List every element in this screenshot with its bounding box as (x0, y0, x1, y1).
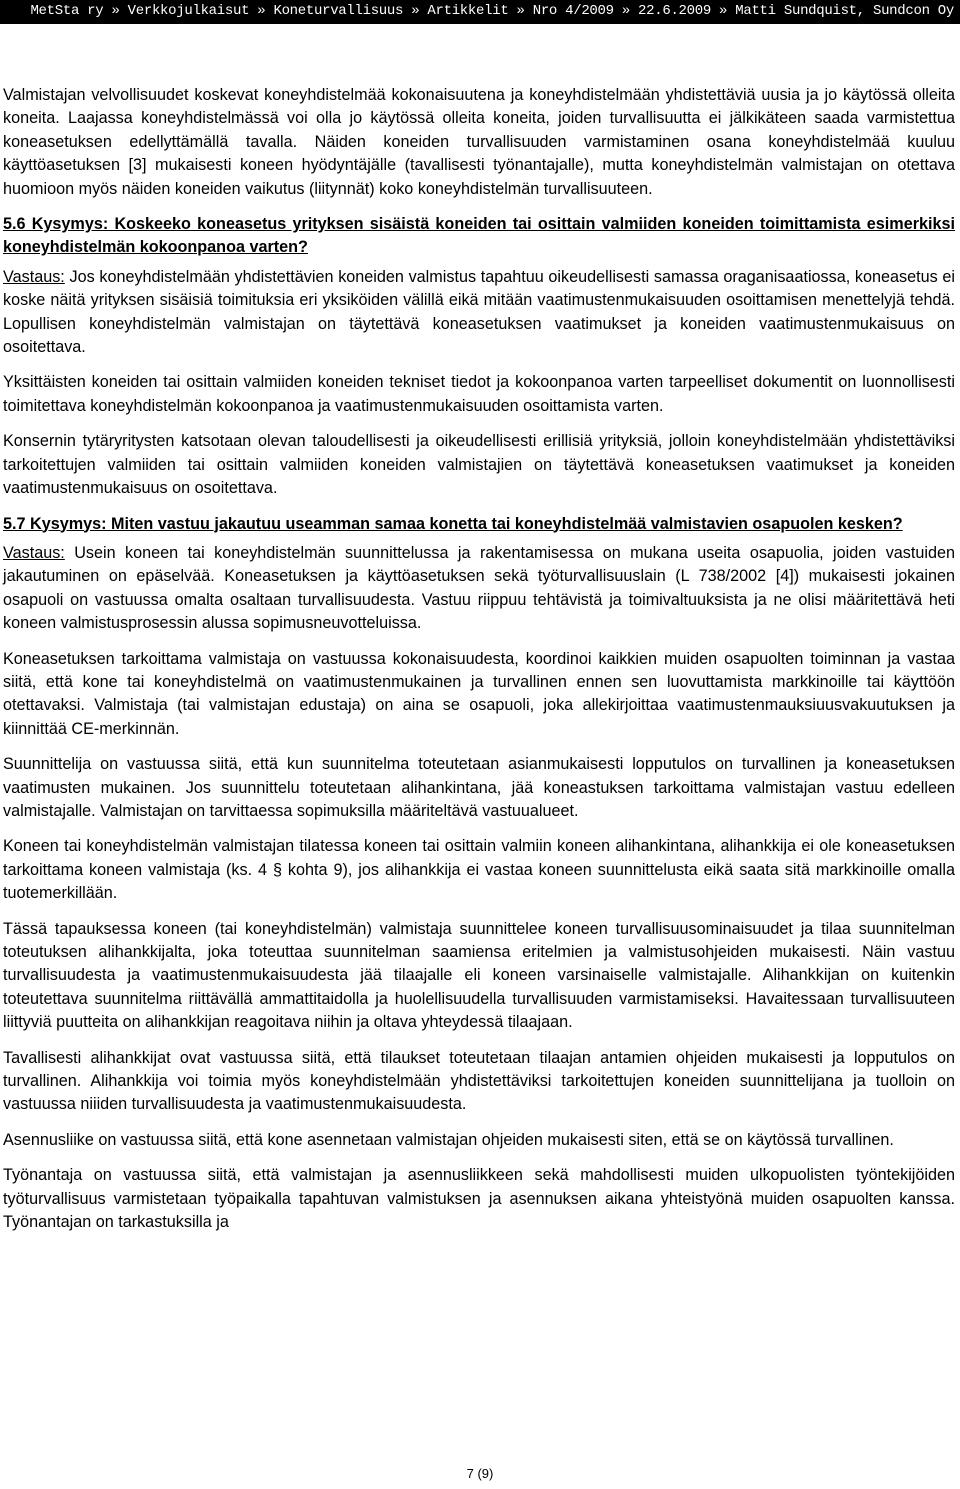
paragraph: Yksittäisten koneiden tai osittain valmiiden koneiden tekniset tiedot ja kokoonpanoa varten tarpeelliset dokumentit on luonnollisesti toimitettava koneyhdistelmän kokoonpanoa ja vaatimustenmukaisuuden osoittamista varten. (3, 373, 955, 415)
paragraph: Valmistajan velvollisuudet koskevat koneyhdistelmää kokonaisuutena ja koneyhdistelmään yhdistettäviä uusia ja jo käytössä olleita koneita. Laajassa koneyhdistelmässä voi olla jo käytössä olleita koneita, joiden turvallisuutta ei jälkikäteen saada varmistettua koneasetuksen edellyttämällä tavalla. Näiden koneiden turvallisuuden varmistaminen osana koneyhdistelmää kuuluu käyttöasetuksen [3] mukaisesti koneen hyödyntäjälle (tavallisesti työnantajalle), mutta koneyhdistelmän valmistajan on otettava huomioon myös näiden koneiden vaikutus (liitynnät) koko koneyhdistelmän turvallisuuteen. (3, 86, 955, 198)
answer-paragraph (3, 266, 955, 360)
paragraph: Asennusliike on vastuussa siitä, että kone asennetaan valmistajan ohjeiden mukaisesti siten, että se on käytössä turvallinen. (3, 1130, 894, 1149)
question-heading: 5.6 Kysymys: Koskeeko koneasetus yrityksen sisäistä koneiden tai osittain valmiiden koneiden toimittamista esimerkiksi koneyhdistelmän kokoonpanoa varten? (3, 215, 955, 257)
answer-text: Usein koneen tai koneyhdistelmän suunnittelussa ja rakentamisessa on mukana useita osapuolia, joiden vastuiden jakautuminen on epäselvää. Koneasetuksen ja käyttöasetuksen sekä työturvallisuuslain (L 738/2002 [4]) mukaisesti jokainen osapuoli on vastuussa omalta osaltaan turvallisuudesta. Vastuu riippuu tehtävistä ja toimivaltuuksista ja ne olisi määritettävä heti koneen valmistusprosessin alussa sopimusneuvotteluissa. (3, 543, 955, 633)
paragraph: Koneen tai koneyhdistelmän valmistajan tilatessa koneen tai osittain valmiin koneen alihankintana, alihankkija ei ole koneasetuksen tarkoittama koneen valmistaja (ks. 4 § kohta 9), jos alihankkija ei vastaa koneen suunnittelusta eikä saata sitä markkinoille omalla tuotemerkillään. (3, 837, 955, 903)
breadcrumb: MetSta ry » Verkkojulkaisut » Koneturvallisuus » Artikkelit » Nro 4/2009 » 22.6.2009 » Matti Sundquist, Sundcon Oy (30, 3, 954, 19)
page-number: 7 (9) (466, 1466, 494, 1481)
paragraph: Tässä tapauksessa koneen (tai koneyhdistelmän) valmistaja suunnittelee koneen turvallisuusominaisuudet ja tilaa suunnitelman toteutuksen alihankkijalta, joka toteuttaa suunnitelman saamiensa eritelmien ja valmistusohjeiden mukaisesti. Näin vastuu turvallisuudesta ja vaatimustenmukaisuudesta jää tilaajalle eli koneen varsinaiselle valmistajalle. Alihankkijan on kuitenkin toteutettava suunnitelma riittävällä ammattitaidolla ja huolellisuudella turvallisuuden varmistamiseksi. Havaitessaan turvallisuuteen liittyviä puutteita on alihankkijan reagoitava niihin ja oltava yhteydessä tilaajaan. (3, 919, 955, 1032)
answer-text: Jos koneyhdistelmään yhdistettävien koneiden valmistus tapahtuu oikeudellisesti samassa oraganisaatiossa, koneasetus ei koske näitä yrityksen sisäisiä toimituksia eri yksiköiden välillä eikä mitään vaatimustenmukaisuuden osoittamisen menettelyjä tehdä. Lopullisen koneyhdistelmän valmistajan on täytettävä koneasetuksen vaatimukset ja koneiden vaatimustenmukaisuus on osoitettava. (3, 267, 955, 357)
answer-label: Vastaus: (3, 543, 65, 562)
document-body (3, 84, 955, 1246)
answer-label: Vastaus: (3, 267, 65, 286)
header-bar (0, 0, 960, 24)
paragraph: Suunnittelija on vastuussa siitä, että kun suunnitelma toteutetaan asianmukaisesti lopputulos on turvallinen ja koneasetuksen vaatimusten mukainen. Jos suunnittelu toteutetaan alihankintana, jää koneastuksen tarkoittama valmistajan vastuu edelleen valmistajalle. Valmistajan on tarvittaessa sopimuksilla määriteltävä vastuualueet. (3, 755, 955, 820)
paragraph: Konsernin tytäryritysten katsotaan olevan taloudellisesti ja oikeudellisesti erillisiä yrityksiä, jolloin koneyhdistelmään yhdistettäviksi tarkoitettujen valmiiden tai osittain valmiiden koneiden valmistajien on täytettävä koneasetuksen vaatimukset ja koneiden vaatimustenmukaisuus on osoitettava. (3, 432, 955, 498)
paragraph: Tavallisesti alihankkijat ovat vastuussa siitä, että tilaukset toteutetaan tilaajan antamien ohjeiden mukaisesti ja lopputulos on turvallinen. Alihankkija voi toimia myös koneyhdistelmään yhdistettäviksi tarkoitettujen koneiden suunnittelijana ja tuolloin on vastuussa niiiden turvallisuudesta ja vaatimustenmukaisuudesta. (3, 1048, 955, 1114)
question-heading: 5.7 Kysymys: Miten vastuu jakautuu useamman samaa konetta tai koneyhdistelmää valmistavien osapuolen kesken? (3, 514, 903, 533)
paragraph: Työnantaja on vastuussa siitä, että valmistajan ja asennusliikkeen sekä mahdollisesti muiden ulkopuolisten työntekijöiden työturvallisuus varmistetaan työpaikalla tapahtuvan valmistuksen ja asennuksen aikana yhteistyönä muiden osapuolten kanssa. Työnantajan on tarkastuksilla ja (3, 1166, 955, 1232)
paragraph: Koneasetuksen tarkoittama valmistaja on vastuussa kokonaisuudesta, koordinoi kaikkien muiden osapuolten toiminnan ja vastaa siitä, että kone tai koneyhdistelmä on vaatimustenmukainen ja turvallinen ennen sen luovuttamista markkinoille tai käyttöön otettavaksi. Valmistaja (tai valmistajan edustaja) on aina se osapuoli, joka allekirjoittaa vaatimustenmauksiuusvakuutuksen ja kiinnittää CE-merkinnän. (3, 649, 955, 738)
answer-paragraph (3, 542, 955, 636)
